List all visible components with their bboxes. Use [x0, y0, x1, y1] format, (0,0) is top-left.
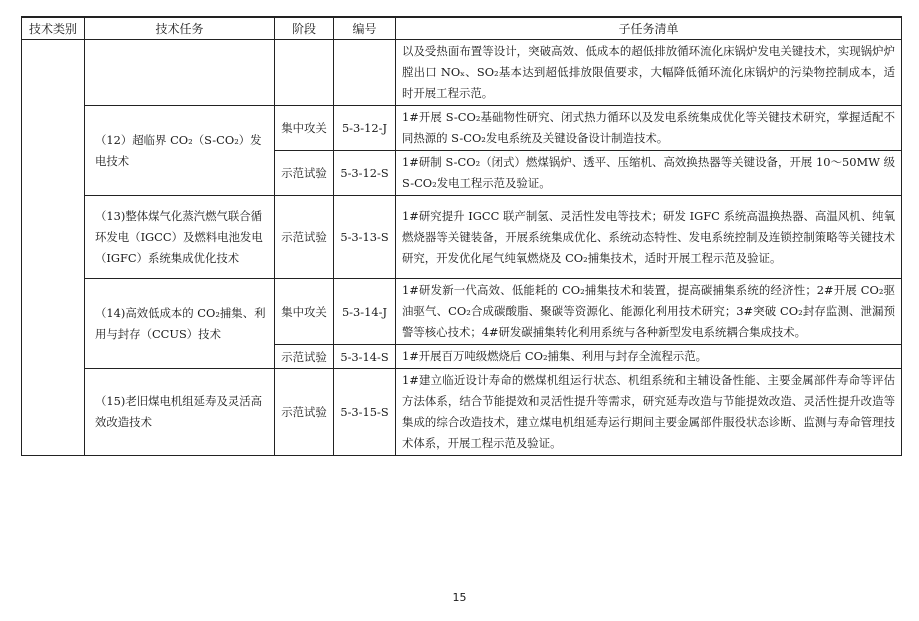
code-cell: 5-3-12-S	[334, 151, 396, 196]
subtask-cell: 1#建立临近设计寿命的燃煤机组运行状态、机组系统和主辅设备性能、主要金属部件寿命等评估方法体系，结合节能提效和灵活性提升等需求，研究延寿改造与节能提效改造、灵活性提升改造等集成的综合改造技术，建立煤电机组延寿运行期间主要金属部件服役状态诊断、监测与寿命管理技术体系，开展工程示范及验证。	[396, 369, 902, 456]
task-cell-empty	[85, 40, 275, 106]
table-row	[22, 279, 902, 345]
code-cell: 5-3-13-S	[334, 196, 396, 279]
code-cell: 5-3-14-S	[334, 345, 396, 369]
table-header-row	[22, 17, 902, 40]
stage-cell: 集中攻关	[275, 279, 334, 345]
code-cell: 5-3-15-S	[334, 369, 396, 456]
task-name-12: （12）超临界 CO₂（S-CO₂）发电技术	[85, 106, 275, 196]
stage-cell: 示范试验	[275, 369, 334, 456]
code-cell-empty	[334, 40, 396, 106]
header-subtasks: 子任务清单	[396, 17, 902, 40]
table-row	[22, 40, 902, 106]
table-row	[22, 369, 902, 456]
code-cell: 5-3-12-J	[334, 106, 396, 151]
task-table	[21, 16, 902, 456]
code-cell: 5-3-14-J	[334, 279, 396, 345]
subtask-cell: 1#研发新一代高效、低能耗的 CO₂捕集技术和装置，提高碳捕集系统的经济性；2#开展 CO₂驱油驱气、CO₂合成碳酸脂、聚碳等资源化、能源化利用技术研究；3#突破 CO₂封存监测、泄漏预警等核心技术；4#研发碳捕集转化利用系统与各种新型发电系统耦合集成技术。	[396, 279, 902, 345]
stage-cell-empty	[275, 40, 334, 106]
stage-cell: 集中攻关	[275, 106, 334, 151]
subtask-cell: 1#开展 S-CO₂基础物性研究、闭式热力循环以及发电系统集成优化等关键技术研究，掌握适配不同热源的 S-CO₂发电系统及关键设备设计制造技术。	[396, 106, 902, 151]
header-category: 技术类别	[22, 17, 85, 40]
task-name-13: （13)整体煤气化蒸汽燃气联合循环发电（IGCC）及燃料电池发电（IGFC）系统集成优化技术	[85, 196, 275, 279]
header-stage: 阶段	[275, 17, 334, 40]
table-row	[22, 196, 902, 279]
stage-cell: 示范试验	[275, 345, 334, 369]
stage-cell: 示范试验	[275, 151, 334, 196]
table-row	[22, 106, 902, 151]
task-name-15: （15)老旧煤电机组延寿及灵活高效改造技术	[85, 369, 275, 456]
subtask-cell: 1#开展百万吨级燃烧后 CO₂捕集、利用与封存全流程示范。	[396, 345, 902, 369]
page-number: 15	[452, 591, 467, 604]
header-code: 编号	[334, 17, 396, 40]
subtask-cell: 1#研制 S-CO₂（闭式）燃煤锅炉、透平、压缩机、高效换热器等关键设备，开展 10～50MW 级 S-CO₂发电工程示范及验证。	[396, 151, 902, 196]
subtask-cell: 以及受热面布置等设计，突破高效、低成本的超低排放循环流化床锅炉发电关键技术，实现锅炉炉膛出口 NOₓ、SO₂基本达到超低排放限值要求，大幅降低循环流化床锅炉的污染物控制成本，适时开展工程示范。	[396, 40, 902, 106]
header-task: 技术任务	[85, 17, 275, 40]
category-cell	[22, 40, 85, 456]
task-name-14: （14)高效低成本的 CO₂捕集、利用与封存（CCUS）技术	[85, 279, 275, 369]
stage-cell: 示范试验	[275, 196, 334, 279]
subtask-cell: 1#研究提升 IGCC 联产制氢、灵活性发电等技术；研发 IGFC 系统高温换热器、高温风机、纯氧燃烧器等关键装备，开展系统集成优化、系统动态特性、发电系统控制及连锁控制策略等关键技术研究，开发优化尾气纯氧燃烧及 CO₂捕集技术，适时开展工程示范及验证。	[396, 196, 902, 279]
